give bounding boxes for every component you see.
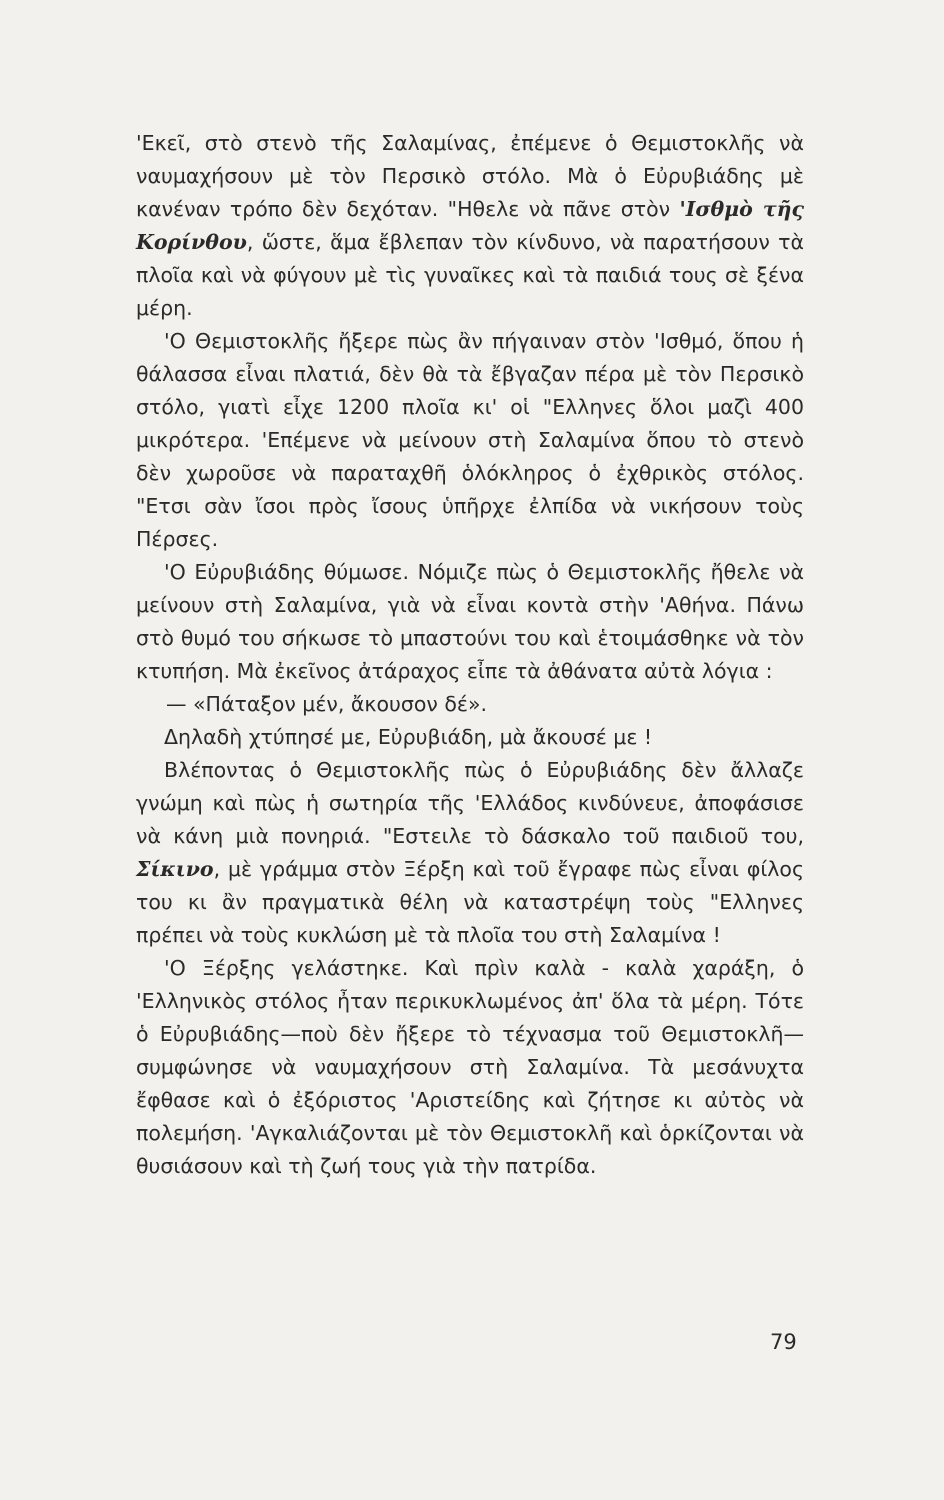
paragraph-3: 'Ο Εὐρυβιάδης θύμωσε. Νόμιζε πὼς ὁ Θεμιστοκλῆς ἤθελε νὰ μείνουν στὴ Σαλαμίνα, γιὰ νὰ εἶναι κοντὰ στὴν 'Αθήνα. Πάνω στὸ θυμό του σήκωσε τὸ μπαστούνι του καὶ ἑτοιμάσθηκε νὰ τὸν κτυπήση. Μὰ ἐκεῖνος ἀτάραχος εἶπε τὰ ἀθάνατα αὐτὰ λόγια : (136, 560, 804, 683)
paragraph-1: 'Εκεῖ, στὸ στενὸ τῆς Σαλαμίνας, ἐπέμενε ὁ Θεμιστοκλῆς νὰ ναυμαχήσουν μὲ τὸν Περσικὸ στόλο. Μὰ ὁ Εὐρυβιάδης μὲ κανέναν τρόπο δὲν δεχόταν. "Ηθελε νὰ πᾶνε στὸν 'Ισθμὸ τῆς Κορίνθου, ὥστε, ἅμα ἔβλεπαν τὸν κίνδυνο, νὰ παρατήσουν τὰ πλοῖα καὶ νὰ φύγουν μὲ τὶς γυναῖκες καὶ τὰ παιδιά τους σὲ ξένα μέρη. (136, 131, 804, 320)
paragraph-5: Βλέποντας ὁ Θεμιστοκλῆς πὼς ὁ Εὐρυβιάδης δὲν ἄλλαζε γνώμη καὶ πὼς ἡ σωτηρία τῆς 'Ελλάδος κινδύνευε, ἀποφάσισε νὰ κάνη μιὰ πονηριά. "Εστειλε τὸ δάσκαλο τοῦ παιδιοῦ του, Σίκινο, μὲ γράμμα στὸν Ξέρξη καὶ τοῦ ἔγραφε πὼς εἶναι φίλος του κι ἂν πραγματικὰ θέλη νὰ καταστρέψη τοὺς "Ελληνες πρέπει νὰ τοὺς κυκλώση μὲ τὰ πλοῖα του στὴ Σαλαμίνα ! (136, 758, 804, 947)
quote-line: — «Πάταξον μέν, ἄκουσον δέ». (166, 692, 488, 716)
paragraph-2: 'Ο Θεμιστοκλῆς ἤξερε πὼς ἂν πήγαιναν στὸν 'Ισθμό, ὅπου ἡ θάλασσα εἶναι πλατιά, δὲν θὰ τὰ ἔβγαζαν πέρα μὲ τὸν Περσικὸ στόλο, γιατὶ εἶχε 1200 πλοῖα κι' οἱ "Ελληνες ὅλοι μαζὶ 400 μικρότερα. 'Επέμενε νὰ μείνουν στὴ Σαλαμίνα ὅπου τὸ στενὸ δὲν χωροῦσε νὰ παραταχθῆ ὁλόκληρος ὁ ἐχθρικὸς στόλος. "Ετσι σὰν ἴσοι πρὸς ἴσους ὑπῆρχε ἐλπίδα νὰ νικήσουν τοὺς Πέρσες. (136, 329, 804, 551)
paragraph-6: 'Ο Ξέρξης γελάστηκε. Καὶ πρὶν καλὰ - καλὰ χαράξη, ὁ 'Ελληνικὸς στόλος ἦταν περικυκλωμένος ἀπ' ὅλα τὰ μέρη. Τότε ὁ Εὐρυβιάδης—ποὺ δὲν ἤξερε τὸ τέχνασμα τοῦ Θεμιστοκλῆ—συμφώνησε νὰ ναυμαχήσουν στὴ Σαλαμίνα. Τὰ μεσάνυχτα ἔφθασε καὶ ὁ ἐξόριστος 'Αριστείδης καὶ ζήτησε κι αὐτὸς νὰ πολεμήση. 'Αγκαλιάζονται μὲ τὸν Θεμιστοκλῆ καὶ ὁρκίζονται νὰ θυσιάσουν καὶ τὴ ζωή τους γιὰ τὴν πατρίδα. (136, 956, 804, 1178)
italic-person-name: Σίκινο (136, 857, 214, 881)
paragraph-4: Δηλαδὴ χτύπησέ με, Εὐρυβιάδη, μὰ ἄκουσέ με ! (164, 725, 653, 749)
italic-place-name: 'Ισθμὸ τῆς Κορίνθου (136, 197, 804, 254)
body-text (136, 127, 804, 1183)
page-number: 79 (770, 1330, 797, 1354)
